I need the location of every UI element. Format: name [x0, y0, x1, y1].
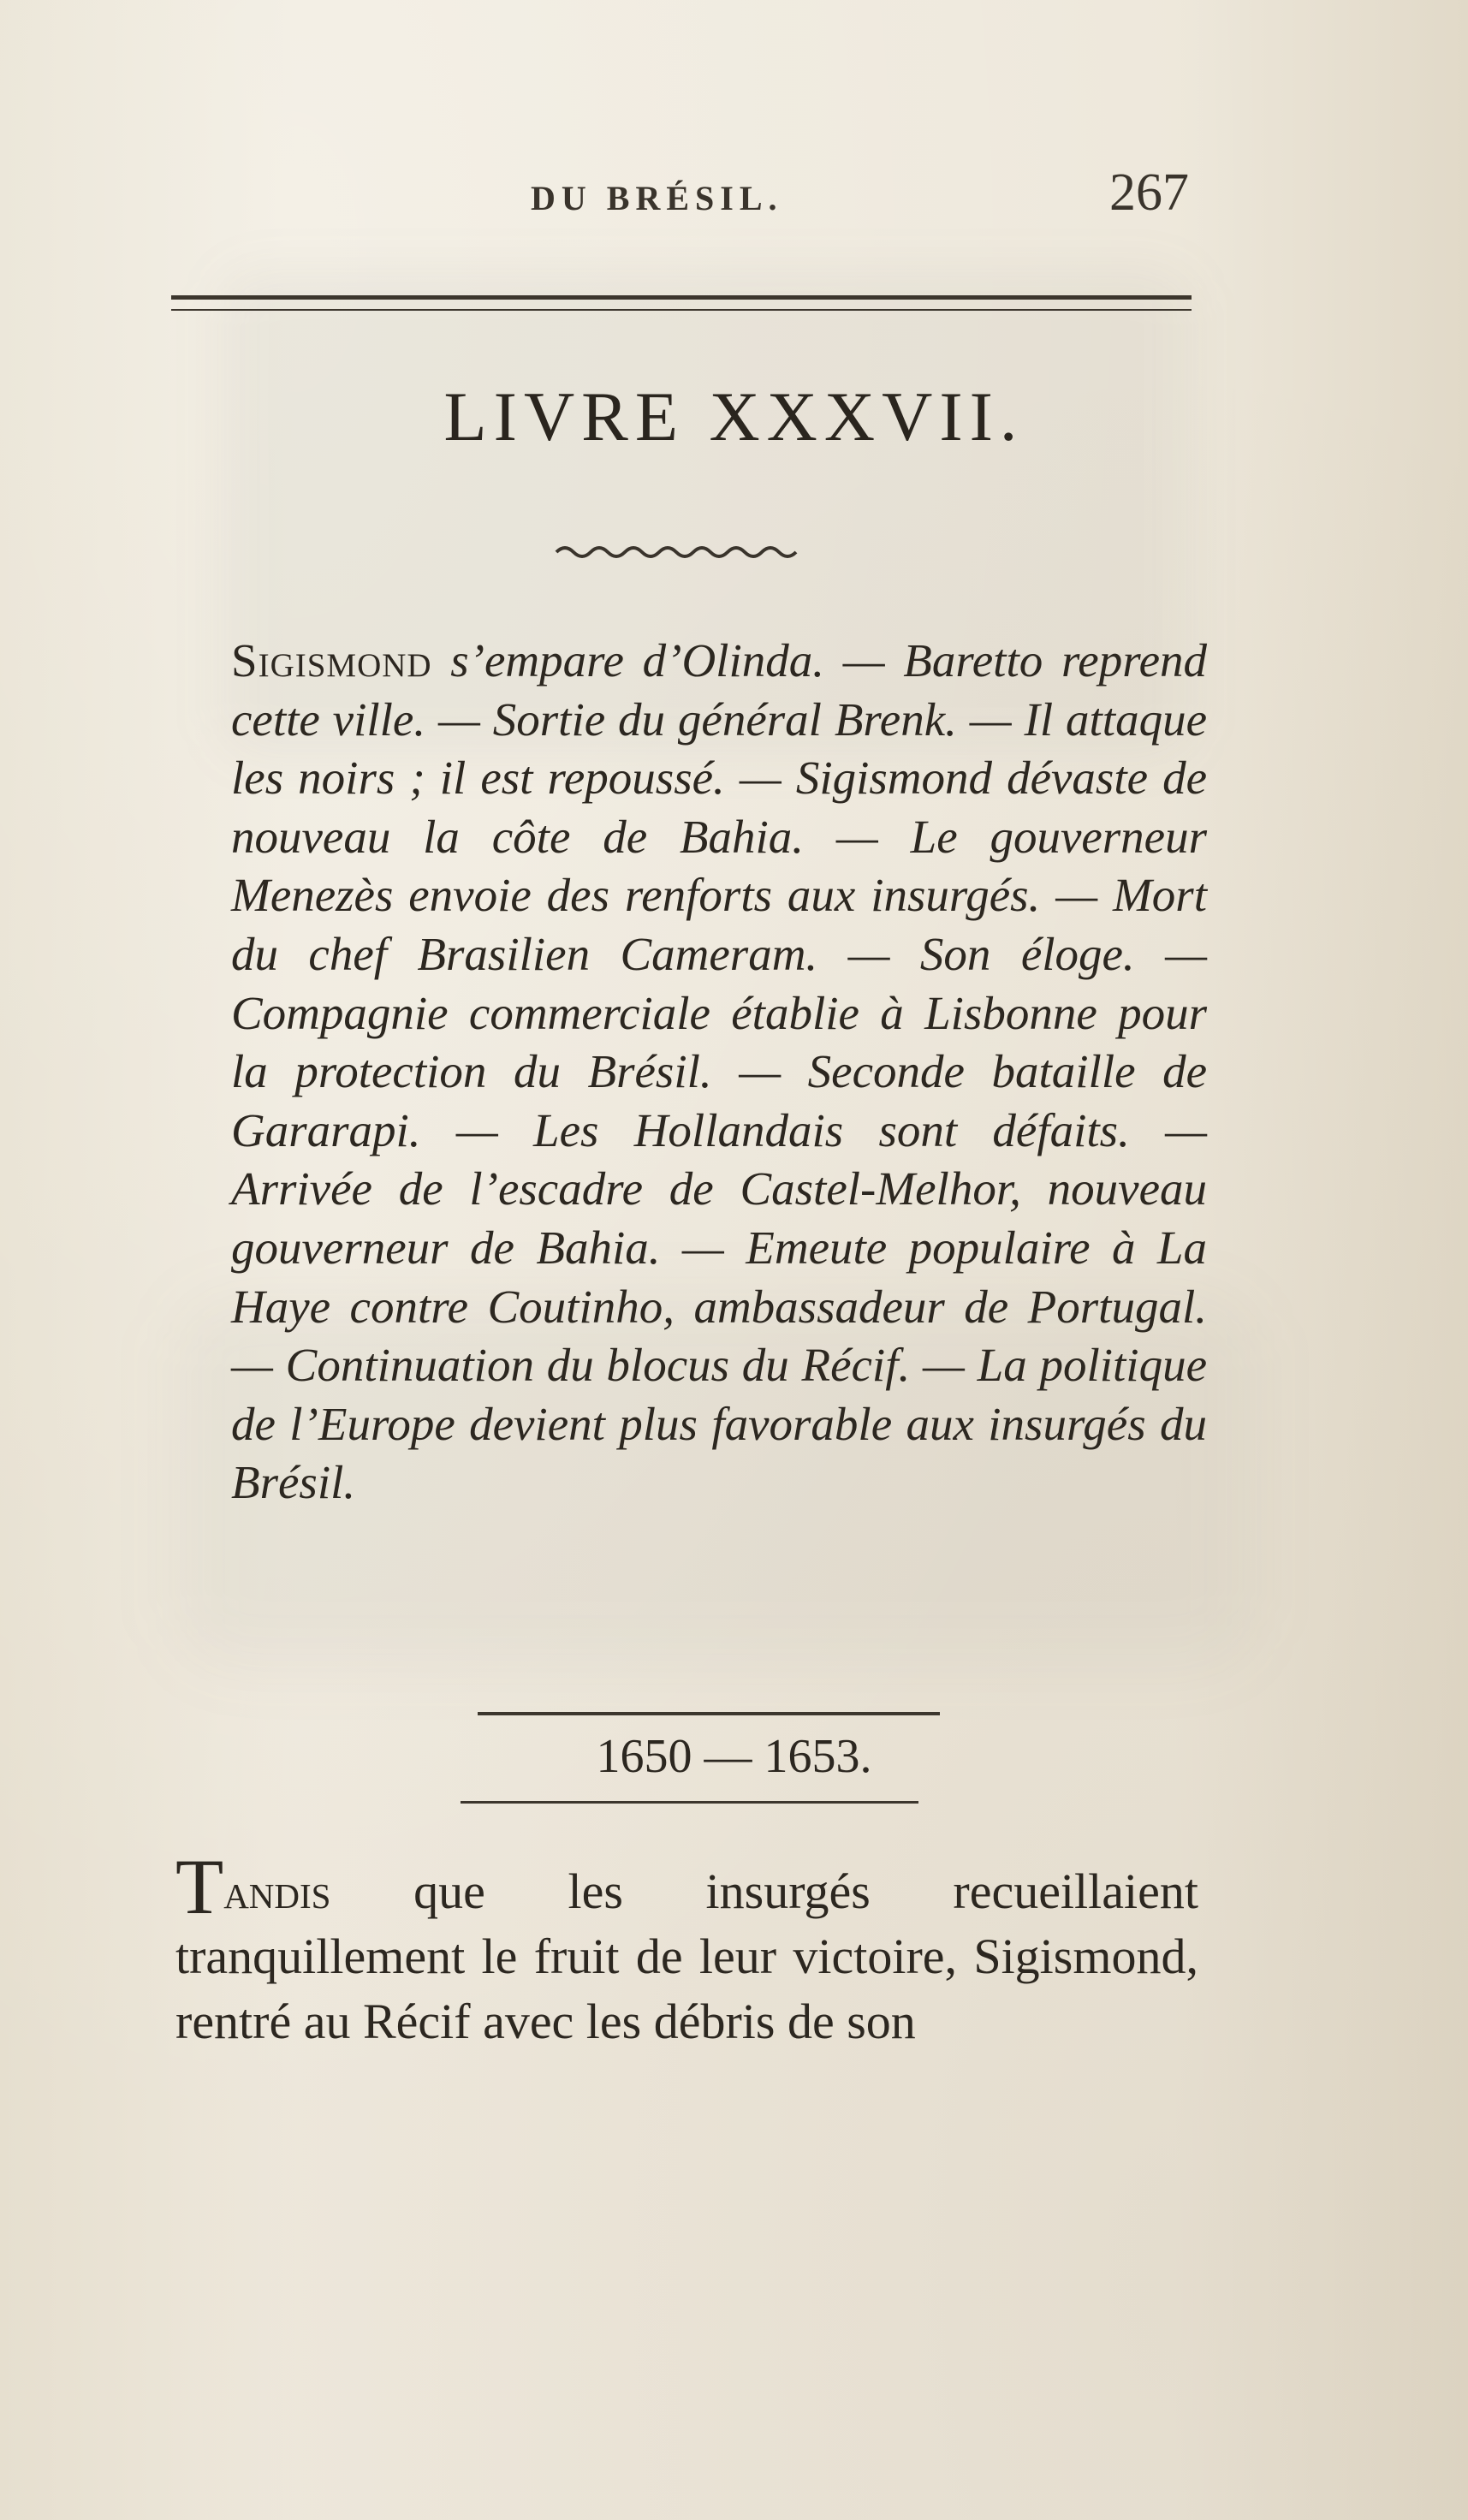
- dates-rule-top: [478, 1712, 940, 1715]
- body-text: que les insurgés recueillaient tranquillement le fruit de leur victoire, Sigismond, rentré au Récif avec les débris de son: [175, 1863, 1198, 2049]
- chapter-summary: [231, 632, 1207, 1513]
- dates-rule-bottom: [461, 1801, 918, 1804]
- summary-text: s’empare d’Olinda. — Baretto reprend cette ville. — Sortie du général Brenk. — Il attaque les noirs ; il est repoussé. — Sigismond dévaste de nouveau la côte de Bahia. — Le gouverneur Menezès envoie des renforts aux insurgés. — Mort du chef Brasilien Cameram. — Son éloge. — Compagnie commerciale établie à Lisbonne pour la protection du Brésil. — Seconde bataille de Gararapi. — Les Hollandais sont défaits. — Arrivée de l’escadre de Castel-Melhor, nouveau gouverneur de Bahia. — Emeute populaire à La Haye contre Coutinho, ambassadeur de Portugal. — Continuation du blocus du Récif. — La politique de l’Europe devient plus favorable aux insurgés du Brésil.: [231, 634, 1207, 1509]
- chapter-title: LIVRE XXXVII.: [443, 377, 1025, 455]
- header-double-rule: [171, 295, 1192, 311]
- ornament-divider: [548, 539, 805, 565]
- opening-smallcaps: andis: [223, 1863, 331, 1919]
- date-range: 1650 — 1653.: [596, 1730, 872, 1783]
- drop-cap: T: [175, 1843, 224, 1930]
- body-paragraph: [175, 1843, 1198, 2054]
- summary-lead-word: Sigismond: [231, 634, 432, 686]
- running-head: DU BRÉSIL.: [531, 179, 783, 217]
- page-number: 267: [1109, 163, 1189, 222]
